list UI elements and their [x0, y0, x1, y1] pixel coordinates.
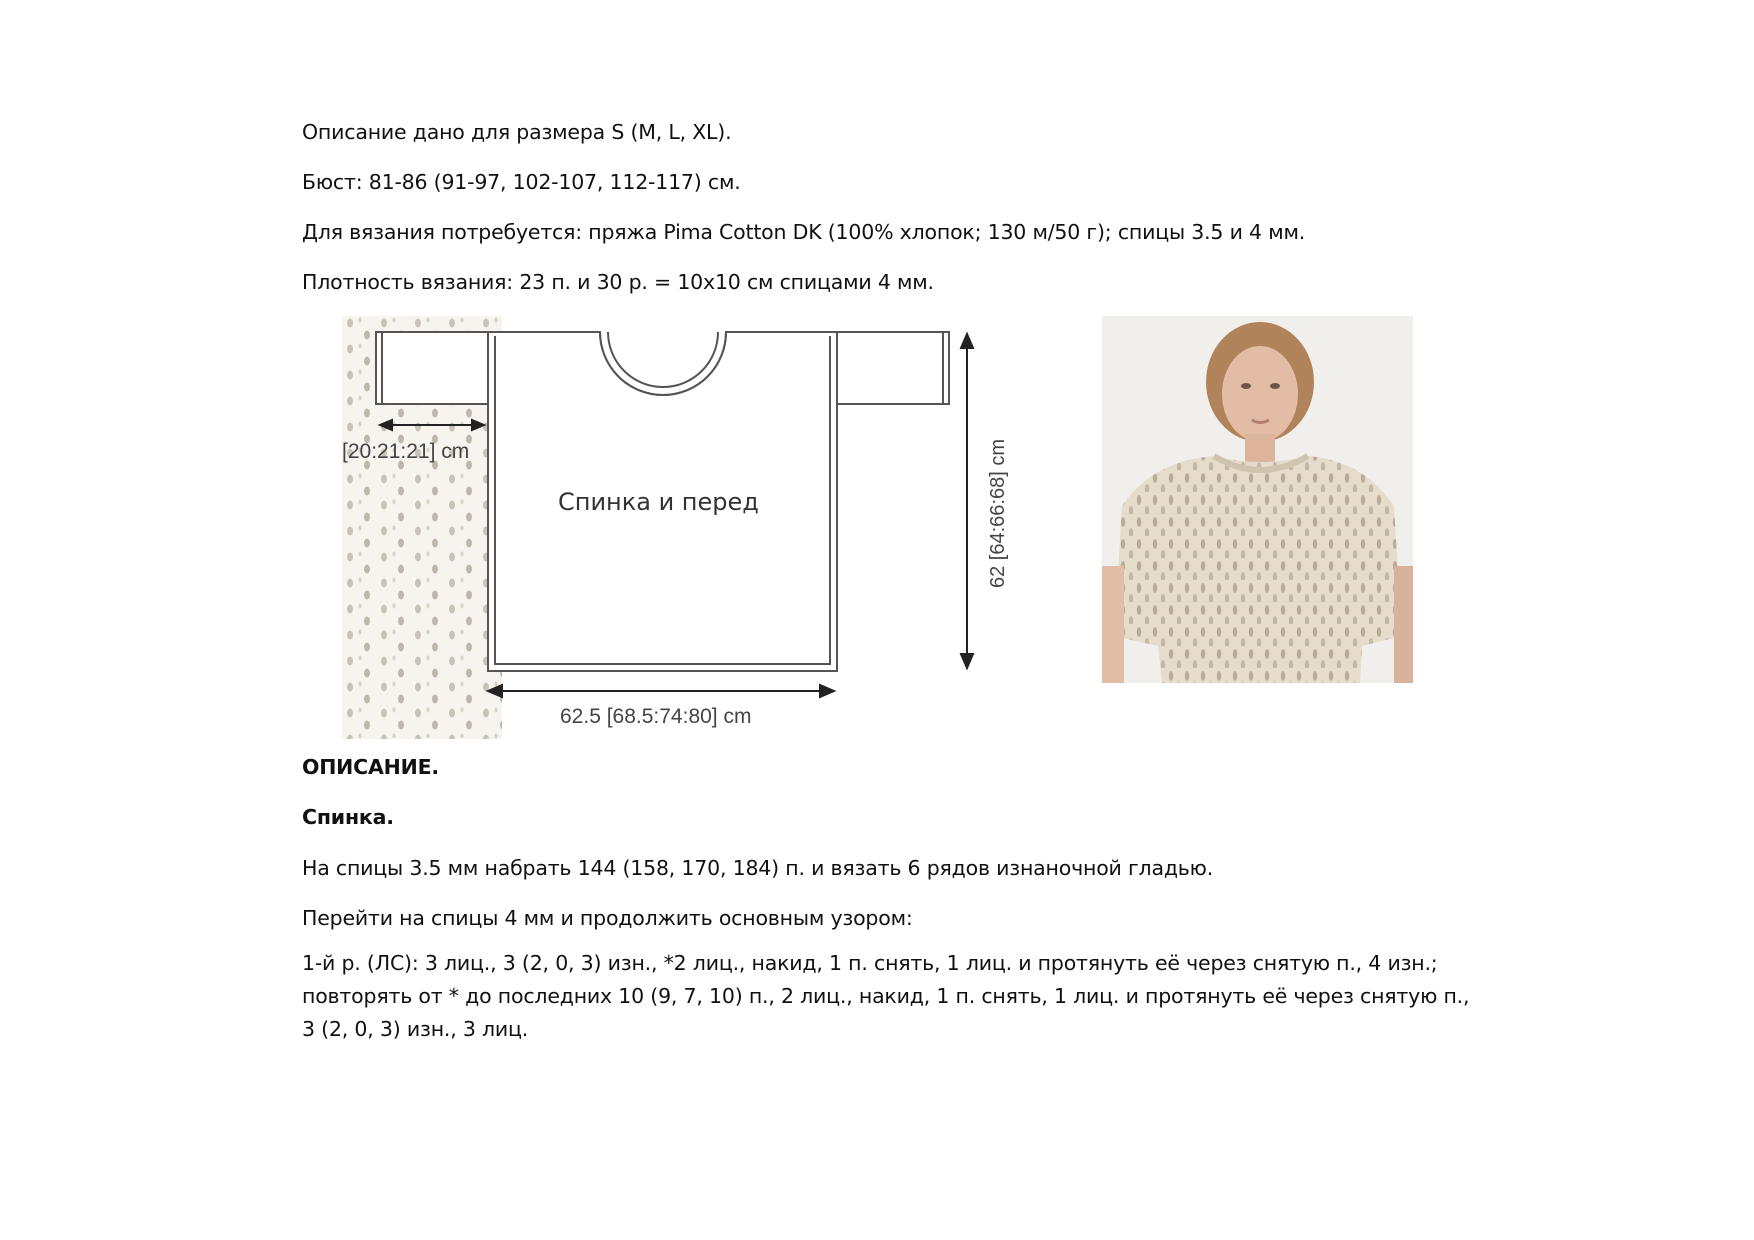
sleeve-width-label: [20:21:21] cm [342, 440, 470, 463]
cast-on-instruction: На спицы 3.5 мм набрать 144 (158, 170, 184) п. и вязать 6 рядов изнаночной гладью. [302, 856, 1214, 880]
body-width-label: 62.5 [68.5:74:80] cm [560, 705, 752, 728]
row-1-line: 1-й р. (ЛС): 3 лиц., 3 (2, 0, 3) изн., *2 лиц., накид, 1 п. снять, 1 лиц. и протянуть её через снятую п., 4 изн.; [302, 951, 1438, 975]
length-label: 62 [64:66:68] cm [987, 439, 1009, 588]
row-1-line: 3 (2, 0, 3) изн., 3 лиц. [302, 1017, 529, 1041]
subsection-heading: Спинка. [302, 805, 394, 829]
body-piece-label: Спинка и перед [558, 488, 759, 516]
sleeve-right-outline [837, 332, 949, 404]
sleeve-left-outline [376, 332, 488, 404]
row-1-line: повторять от * до последних 10 (9, 7, 10) п., 2 лиц., накид, 1 п. снять, 1 лиц. и протянуть её через снятую п., [302, 984, 1470, 1008]
section-heading: ОПИСАНИЕ. [302, 755, 439, 779]
materials: Для вязания потребуется: пряжа Pima Cotton DK (100% хлопок; 130 м/50 г); спицы 3.5 и 4 мм. [302, 220, 1306, 244]
pattern-intro: Перейти на спицы 4 мм и продолжить основным узором: [302, 906, 913, 930]
garment-schematic [342, 316, 1017, 739]
row-1-instruction [302, 947, 1472, 1046]
gauge: Плотность вязания: 23 п. и 30 р. = 10х10 см спицами 4 мм. [302, 270, 934, 294]
bust-measure: Бюст: 81-86 (91-97, 102-107, 112-117) см. [302, 170, 741, 194]
model-photo [1102, 316, 1413, 683]
size-note: Описание дано для размера S (M, L, XL). [302, 120, 732, 144]
